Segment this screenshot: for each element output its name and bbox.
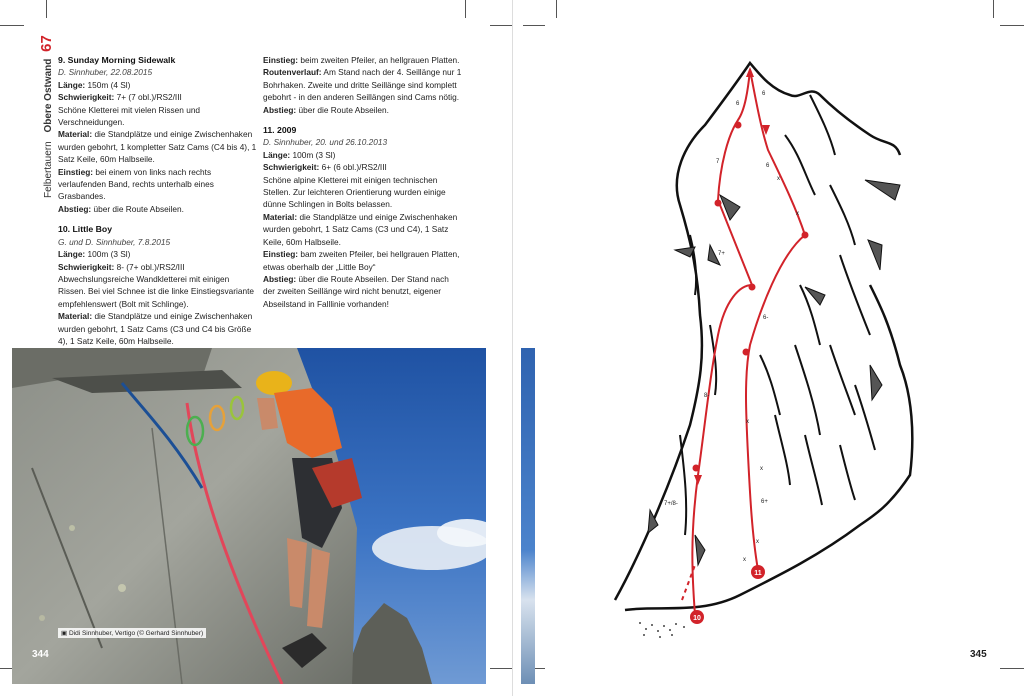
route-entry: Einstieg: bam zweiten Pfeiler, bei hellgrauen Platten, etwas oberhalb der „Little Boy“ [263, 249, 460, 272]
route-marker-11 [751, 565, 765, 579]
route-grade: Schwierigkeit: 7+ (7 obl.)/RS2/III [58, 92, 182, 103]
route-title: 10. Little Boy [58, 224, 113, 235]
crop-mark [1000, 668, 1024, 669]
route-title: 9. Sunday Morning Sidewalk [58, 55, 176, 65]
route-marker-10 [690, 610, 704, 624]
route-descent: Abstieg: über die Route Abseilen. Der Stand nach der zweiten Seillänge wird nicht benutzt, eigener Abseilstand in Falllinie vorhanden! [263, 273, 449, 309]
route-author: G. und D. Sinnhuber, 7.8.2015 [58, 236, 171, 247]
svg-text:7+: 7+ [718, 251, 725, 257]
crop-mark [490, 25, 512, 26]
area-label: Obere Ostwand [43, 58, 54, 133]
section-label [30, 35, 60, 208]
svg-text:11: 11 [754, 570, 762, 577]
crop-mark [465, 0, 466, 18]
crop-mark [490, 668, 512, 669]
text-column-left [58, 54, 258, 347]
route-lines [682, 70, 805, 615]
route-length: Länge: 150m (4 Sl) [58, 79, 131, 90]
svg-text:x: x [760, 466, 763, 472]
section-number: 67 [38, 35, 55, 52]
route-description: Abwechslungsreiche Wandkletterei mit einigen Rissen. Bei viel Schnee ist die linke Einstiegsvariante empfehlenswert (Bolt mit Schlinge). [58, 273, 254, 309]
crop-mark [523, 25, 545, 26]
route-author: D. Sinnhuber, 22.08.2015 [58, 67, 153, 78]
route-11-line [746, 70, 805, 570]
svg-text:6: 6 [762, 91, 766, 97]
route-entry: Einstieg: bei einem von links nach rechts verlaufenden Band, rechts unterhalb eines Grasbandes. [58, 166, 214, 202]
route-course: Routenverlauf: Am Stand nach der 4. Seillänge nur 1 Bohrhaken. Zweite und dritte Seillänge sind komplett gebohrt - in den anderen Seillängen sind Cams nötig. [263, 67, 462, 103]
svg-text:x: x [756, 539, 759, 545]
svg-text:8-: 8- [704, 393, 710, 399]
route-author: D. Sinnhuber, 20. und 26.10.2013 [263, 137, 388, 148]
page-number-right: 345 [970, 649, 987, 660]
route-material: Material: die Standplätze und einige Zwischenhaken wurden gebohrt, 1 Satz Cams (C3 und C4 bis Größe 4), 1 Satz Keile, 60m Halbseile. [58, 311, 253, 346]
mountain-outline [615, 63, 900, 600]
route-description: Schöne alpine Kletterei mit einigen technischen Stellen. Zur leichteren Orientierung wurden einige dünne Schlingen in Bolts belassen. [263, 174, 446, 210]
svg-text:x: x [743, 557, 746, 563]
route-material: Material: die Standplätze und einige Zwischenhaken wurden gebohrt, 1 kompletter Satz Cams (C4 bis 4), 1 Satz Keile, 60m Halbseile. [58, 129, 257, 165]
route-topo [600, 55, 920, 645]
svg-text:7: 7 [716, 159, 720, 165]
route-entry: Einstieg: beim zweiten Pfeiler, an hellgrauen Platten. [263, 55, 460, 65]
route-material: Material: die Standplätze und einige Zwischenhaken wurden gebohrt, 1 Satz Cams (C3 und C4), 1 Satz Keile, 60m Halbseile. [263, 211, 458, 247]
svg-text:6+: 6+ [761, 499, 768, 505]
crop-mark [1000, 25, 1024, 26]
belay-points [693, 122, 809, 472]
svg-text:x: x [796, 211, 799, 217]
svg-text:7+/8-: 7+/8- [664, 501, 678, 507]
page-number-left: 344 [32, 649, 49, 660]
photo-bleed-strip [521, 348, 535, 684]
crop-mark [0, 25, 24, 26]
page-gutter [512, 0, 513, 696]
rock-lines [680, 95, 875, 535]
svg-text:6: 6 [736, 101, 740, 107]
svg-text:10: 10 [693, 615, 701, 622]
route-length: Länge: 100m (3 Sl) [58, 249, 131, 260]
route-description: Schöne Kletterei mit vielen Rissen und Verschneidungen. [58, 104, 201, 128]
svg-text:6-: 6- [763, 315, 769, 321]
region-label: Felbertauern [43, 141, 54, 198]
svg-text:x: x [746, 419, 749, 425]
crop-mark [46, 0, 47, 18]
svg-text:6: 6 [766, 163, 770, 169]
text-column-right [263, 54, 463, 310]
svg-text:x: x [777, 176, 780, 182]
route-title: 11. 2009 [263, 125, 297, 136]
grade-labels [664, 91, 770, 507]
route-descent: Abstieg: über die Route Abseilen. [263, 104, 389, 115]
camera-icon: ▣ [61, 630, 68, 637]
route-length: Länge: 100m (3 Sl) [263, 149, 336, 160]
scree-dots [639, 622, 685, 638]
route-descent: Abstieg: über die Route Abseilen. [58, 203, 184, 214]
photo-caption: ▣ Didi Sinnhuber, Vertigo (© Gerhard Sinnhuber) [58, 628, 206, 638]
route-grade: Schwierigkeit: 8- (7+ obl.)/RS2/III [58, 261, 185, 272]
crop-mark [993, 0, 994, 18]
route-grade: Schwierigkeit: 6+ (6 obl.)/RS2/III [263, 162, 387, 173]
crop-mark [556, 0, 557, 18]
